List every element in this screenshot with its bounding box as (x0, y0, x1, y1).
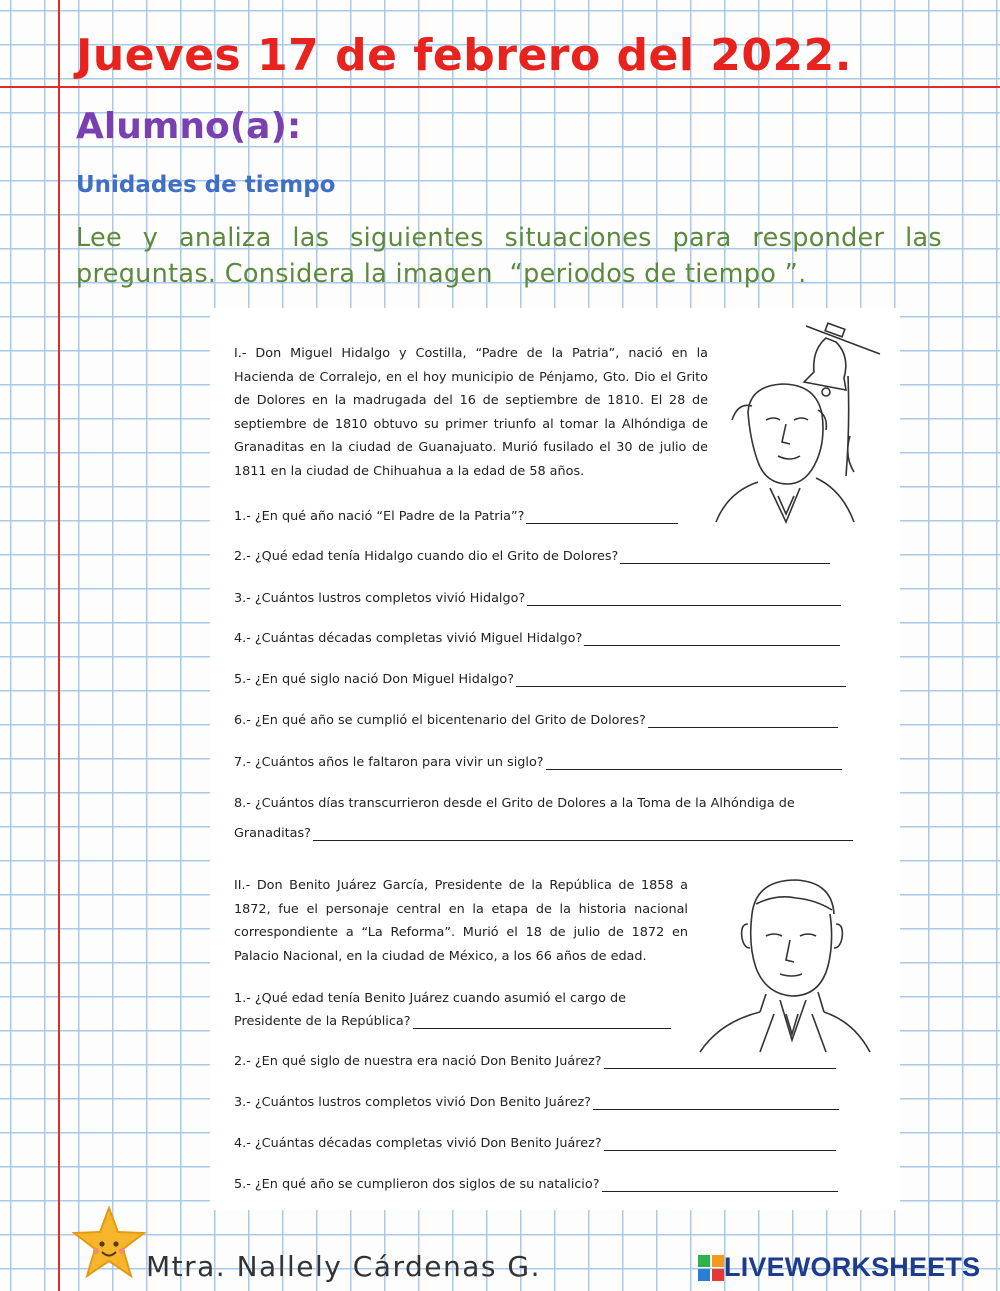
answer-line[interactable] (516, 674, 846, 687)
s1-question-1: 1.- ¿En qué año nació “El Padre de la Patria”? (234, 509, 678, 524)
answer-line[interactable] (604, 1138, 836, 1151)
s2-question-5: 5.- ¿En qué año se cumplieron dos siglos de su natalicio? (234, 1177, 838, 1192)
date-heading: Jueves 17 de febrero del 2022. (76, 30, 852, 81)
answer-line[interactable] (620, 551, 830, 564)
instructions-text: Lee y analiza las siguientes situaciones para responder las preguntas. Considera la imagen “periodos de tiempo ”. (76, 223, 942, 289)
s1-question-4: 4.- ¿Cuántas décadas completas vivió Miguel Hidalgo? (234, 631, 840, 646)
s2-question-4: 4.- ¿Cuántas décadas completas vivió Don Benito Juárez? (234, 1136, 836, 1151)
notebook-margin-vertical (58, 0, 60, 1291)
star-mascot-icon (72, 1206, 146, 1280)
s1-question-8: 8.- ¿Cuántos días transcurrieron desde el Grito de Dolores a la Toma de la Alhóndiga de (234, 796, 795, 811)
s2-question-1-cont: Presidente de la República? (234, 1014, 671, 1029)
answer-line[interactable] (313, 828, 853, 841)
answer-line[interactable] (526, 511, 678, 524)
liveworksheets-logo: LIVEWORKSHEETS (698, 1252, 980, 1283)
answer-line[interactable] (593, 1097, 839, 1110)
worksheet-image (210, 308, 900, 1210)
s1-question-3: 3.- ¿Cuántos lustros completos vivió Hidalgo? (234, 591, 841, 606)
s2-question-1: 1.- ¿Qué edad tenía Benito Juárez cuando asumió el cargo de (234, 991, 626, 1006)
answer-line[interactable] (546, 757, 842, 770)
teacher-name: Mtra. Nallely Cárdenas G. (146, 1250, 541, 1283)
answer-line[interactable] (413, 1016, 671, 1029)
answer-line[interactable] (648, 715, 838, 728)
answer-line[interactable] (584, 633, 840, 646)
s2-question-2: 2.- ¿En qué siglo de nuestra era nació Don Benito Juárez? (234, 1054, 836, 1069)
liveworksheets-logo-icon (698, 1255, 724, 1281)
section1-paragraph: I.- Don Miguel Hidalgo y Costilla, “Padre de la Patria”, nació en la Hacienda de Corralejo, en el hoy municipio de Pénjamo, Gto. Dio el Grito de Dolores en la madrugada del 16 de septiembre de 1810. El 28 de septiembre de 1810 obtuvo su primer triunfo al tomar la Alhóndiga de Granaditas en la ciudad de Guanajuato. Murió fusilado el 30 de julio de 1811 en la ciudad de Chihuahua a la edad de 58 años. (234, 346, 708, 479)
section2-paragraph: II.- Don Benito Juárez García, Presidente de la República de 1858 a 1872, fue el personaje central en la etapa de la historia nacional correspondiente a “La Reforma”. Murió el 18 de julio de 1872 en Palacio Nacional, en la ciudad de México, a los 66 años de edad. (234, 878, 688, 964)
hidalgo-portrait-icon (708, 316, 890, 526)
answer-line[interactable] (527, 593, 841, 606)
s1-question-2: 2.- ¿Qué edad tenía Hidalgo cuando dio el Grito de Dolores? (234, 549, 830, 564)
s1-question-7: 7.- ¿Cuántos años le faltaron para vivir un siglo? (234, 755, 842, 770)
s1-question-5: 5.- ¿En qué siglo nació Don Miguel Hidalgo? (234, 672, 846, 687)
answer-line[interactable] (604, 1056, 836, 1069)
answer-line[interactable] (602, 1179, 838, 1192)
worksheet-subtitle: Unidades de tiempo (76, 172, 336, 198)
s1-question-8-cont: Granaditas? (234, 826, 853, 841)
s1-question-6: 6.- ¿En qué año se cumplió el bicentenario del Grito de Dolores? (234, 713, 838, 728)
juarez-portrait-icon (696, 874, 876, 1054)
student-label: Alumno(a): (76, 106, 302, 147)
notebook-margin-horizontal (0, 86, 1000, 88)
s2-question-3: 3.- ¿Cuántos lustros completos vivió Don Benito Juárez? (234, 1095, 839, 1110)
